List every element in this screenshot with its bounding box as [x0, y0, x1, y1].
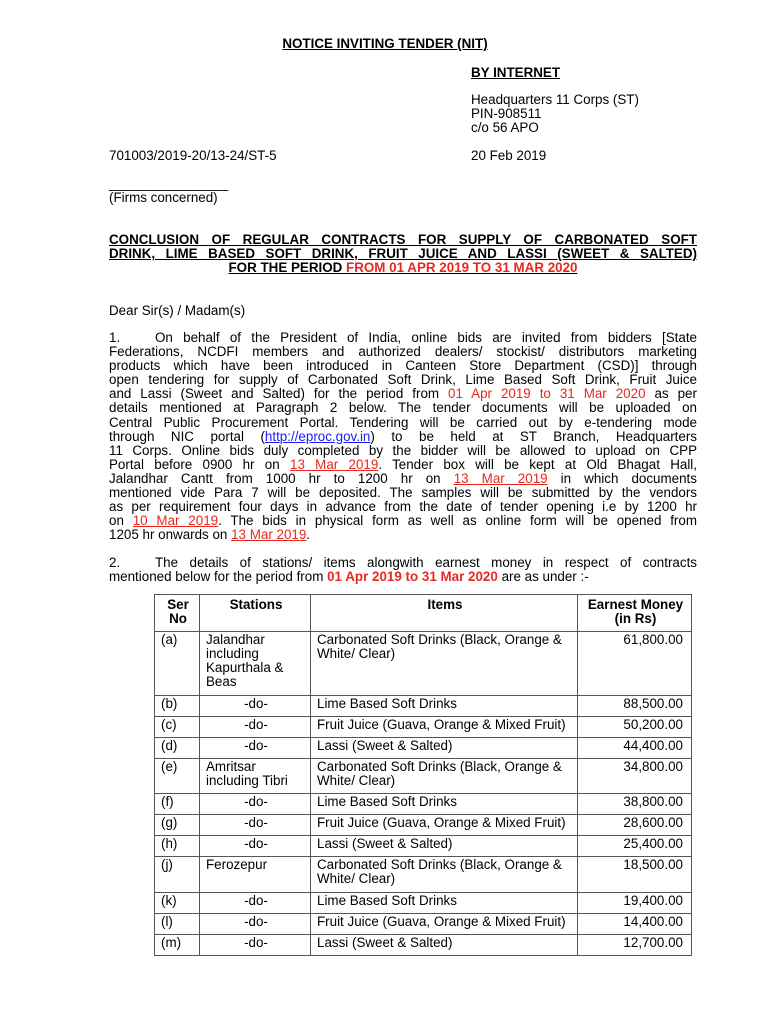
para-text: and Lassi (Sweet and Salted) for the period from [109, 386, 440, 402]
item-cell: Lassi (Sweet & Salted) [311, 934, 578, 955]
earnest-money-cell: 88,500.00 [578, 695, 692, 716]
para-text: on [109, 513, 124, 529]
earnest-money-cell: 14,400.00 [578, 913, 692, 934]
para-line: products which have been introduced in Canteen Store Department (CSD)] through [109, 358, 697, 374]
para-line: Central Public Procurement Portal. Tendering will be carried out by e-tendering mode [109, 414, 697, 430]
para-text: . Tender box will be kept at Old Bhagat Hall, [378, 456, 697, 472]
item-cell: Fruit Juice (Guava, Orange & Mixed Fruit) [311, 815, 578, 836]
by-internet-label: BY INTERNET [471, 65, 561, 80]
earnest-money-cell: 38,800.00 [578, 794, 692, 815]
earnest-money-table [154, 594, 692, 956]
para-text: . [306, 527, 311, 543]
item-cell: Lime Based Soft Drinks [311, 892, 578, 913]
station-cell: -do- [200, 836, 311, 857]
earnest-money-cell: 34,800.00 [578, 758, 692, 793]
table-row [155, 934, 692, 955]
para-text: as per [654, 386, 697, 402]
station-cell: -do- [200, 815, 311, 836]
bid-deadline-date: 13 Mar 2019 [290, 456, 379, 472]
table-row [155, 815, 692, 836]
para-text: On behalf of the President of India, online bids are invited from bidders [State [155, 330, 697, 345]
station-cell: Amritsar including Tibri [200, 758, 311, 793]
addressee: (Firms concerned) [109, 190, 218, 205]
para-text: ) to be held at ST Branch, Headquarters [370, 428, 697, 444]
para-number: 1. [109, 330, 121, 345]
para-line [109, 472, 697, 486]
para-line [109, 528, 697, 542]
para-text: The details of stations/ items alongwith earnest money in respect of contracts [155, 555, 697, 570]
table-row [155, 737, 692, 758]
item-cell: Lassi (Sweet & Salted) [311, 737, 578, 758]
earnest-money-cell: 61,800.00 [578, 632, 692, 695]
blank-line: ________________ [109, 176, 229, 191]
para-line [109, 556, 697, 570]
para-line: details mentioned at Paragraph 2 below. The tender documents will be uploaded on [109, 400, 697, 416]
sample-date: 10 Mar 2019 [132, 513, 219, 529]
subject-period-label: FOR THE PERIOD [228, 260, 343, 276]
para-line: mentioned vide Para 7 will be deposited. The samples will be submitted by the vendors [109, 485, 697, 501]
table-row [155, 758, 692, 793]
table-row [155, 836, 692, 857]
tender-box-date: 13 Mar 2019 [453, 470, 548, 486]
station-cell: -do- [200, 716, 311, 737]
salutation: Dear Sir(s) / Madam(s) [109, 303, 246, 318]
earnest-money-cell: 18,500.00 [578, 857, 692, 892]
item-cell: Fruit Juice (Guava, Orange & Mixed Fruit) [311, 913, 578, 934]
station-cell: Jalandhar including Kapurthala & Beas [200, 632, 311, 695]
item-cell: Carbonated Soft Drinks (Black, Orange & White/ Clear) [311, 758, 578, 793]
subject-period-dates: FROM 01 APR 2019 TO 31 MAR 2020 [346, 260, 578, 276]
earnest-money-cell: 12,700.00 [578, 934, 692, 955]
station-cell: Ferozepur [200, 857, 311, 892]
table-header-row [155, 595, 692, 632]
table-row [155, 794, 692, 815]
para-line [109, 387, 697, 401]
table-row [155, 716, 692, 737]
para-text: mentioned below for the period from [109, 569, 324, 585]
para-number: 2. [109, 555, 121, 570]
column-header-items: Items [311, 595, 578, 632]
para-text: in which documents [560, 470, 697, 486]
para-line [109, 458, 697, 472]
sender-address [471, 93, 639, 135]
item-cell: Lassi (Sweet & Salted) [311, 836, 578, 857]
item-cell: Lime Based Soft Drinks [311, 695, 578, 716]
item-cell: Carbonated Soft Drinks (Black, Orange & White/ Clear) [311, 857, 578, 892]
ser-cell: (f) [155, 794, 200, 815]
station-cell: -do- [200, 695, 311, 716]
opening-date: 13 Mar 2019 [231, 527, 307, 543]
column-header-earnest-money: Earnest Money (in Rs) [578, 595, 692, 632]
subject-line [109, 261, 697, 275]
table-row [155, 695, 692, 716]
letter-date: 20 Feb 2019 [471, 148, 547, 163]
earnest-money-cell: 25,400.00 [578, 836, 692, 857]
eproc-portal-link[interactable]: http://eproc.gov.in [264, 428, 371, 444]
ser-cell: (e) [155, 758, 200, 793]
table-row [155, 913, 692, 934]
item-cell: Carbonated Soft Drinks (Black, Orange & White/ Clear) [311, 632, 578, 695]
ser-cell: (g) [155, 815, 200, 836]
earnest-money-cell: 28,600.00 [578, 815, 692, 836]
ser-cell: (m) [155, 934, 200, 955]
table-row [155, 632, 692, 695]
station-cell: -do- [200, 892, 311, 913]
ser-cell: (l) [155, 913, 200, 934]
station-cell: -do- [200, 794, 311, 815]
para-line: as per requirement four days in advance from the date of tender opening i.e by 1200 hr [109, 499, 697, 515]
column-header-ser: Ser No [155, 595, 200, 632]
earnest-money-cell: 19,400.00 [578, 892, 692, 913]
station-cell: -do- [200, 737, 311, 758]
para-line [109, 570, 697, 584]
para-text: Jalandhar Cantt from 1000 hr to 1200 hr on [109, 470, 441, 486]
subject-line: DRINK, LIME BASED SOFT DRINK, FRUIT JUICE AND LASSI (SWEET & SALTED) [109, 246, 697, 262]
table-row [155, 892, 692, 913]
para-line [109, 514, 697, 528]
para-text: through NIC portal ( [109, 428, 265, 444]
table-row [155, 857, 692, 892]
document-title: NOTICE INVITING TENDER (NIT) [282, 36, 488, 51]
item-cell: Fruit Juice (Guava, Orange & Mixed Fruit) [311, 716, 578, 737]
address-line: PIN-908511 [471, 106, 542, 122]
para-text: are as under :- [501, 569, 589, 585]
para-line [109, 430, 697, 444]
para-text: Portal before 0900 hr on [109, 456, 280, 472]
ser-cell: (b) [155, 695, 200, 716]
column-header-stations: Stations [200, 595, 311, 632]
station-cell: -do- [200, 934, 311, 955]
earnest-money-cell: 50,200.00 [578, 716, 692, 737]
para-text: 1205 hr onwards on [109, 527, 228, 543]
ser-cell: (j) [155, 857, 200, 892]
para-line [109, 331, 697, 345]
ser-cell: (c) [155, 716, 200, 737]
address-line: Headquarters 11 Corps (ST) [471, 92, 639, 107]
period-dates: 01 Apr 2019 to 31 Mar 2020 [327, 569, 498, 585]
address-line: c/o 56 APO [471, 120, 539, 136]
subject [109, 233, 697, 275]
reference-number: 701003/2019-20/13-24/ST-5 [109, 148, 277, 163]
earnest-money-cell: 44,400.00 [578, 737, 692, 758]
ser-cell: (d) [155, 737, 200, 758]
para-line: open tendering for supply of Carbonated Soft Drink, Lime Based Soft Drink, Fruit Juice [109, 372, 697, 388]
para-text: . The bids in physical form as well as online form will be opened from [218, 513, 697, 529]
ser-cell: (h) [155, 836, 200, 857]
table-body [155, 632, 692, 956]
subject-line: CONCLUSION OF REGULAR CONTRACTS FOR SUPPLY OF CARBONATED SOFT [109, 232, 697, 247]
para-line: 11 Corps. Online bids duly completed by the bidder will be allowed to upload on CPP [109, 442, 697, 458]
para-line: Federations, NCDFI members and authorized dealers/ stockist/ distributors marketing [109, 344, 697, 360]
ser-cell: (k) [155, 892, 200, 913]
paragraph-2 [109, 556, 697, 584]
ser-cell: (a) [155, 632, 200, 695]
item-cell: Lime Based Soft Drinks [311, 794, 578, 815]
station-cell: -do- [200, 913, 311, 934]
period-dates: 01 Apr 2019 to 31 Mar 2020 [448, 386, 646, 402]
paragraph-1 [109, 331, 697, 542]
